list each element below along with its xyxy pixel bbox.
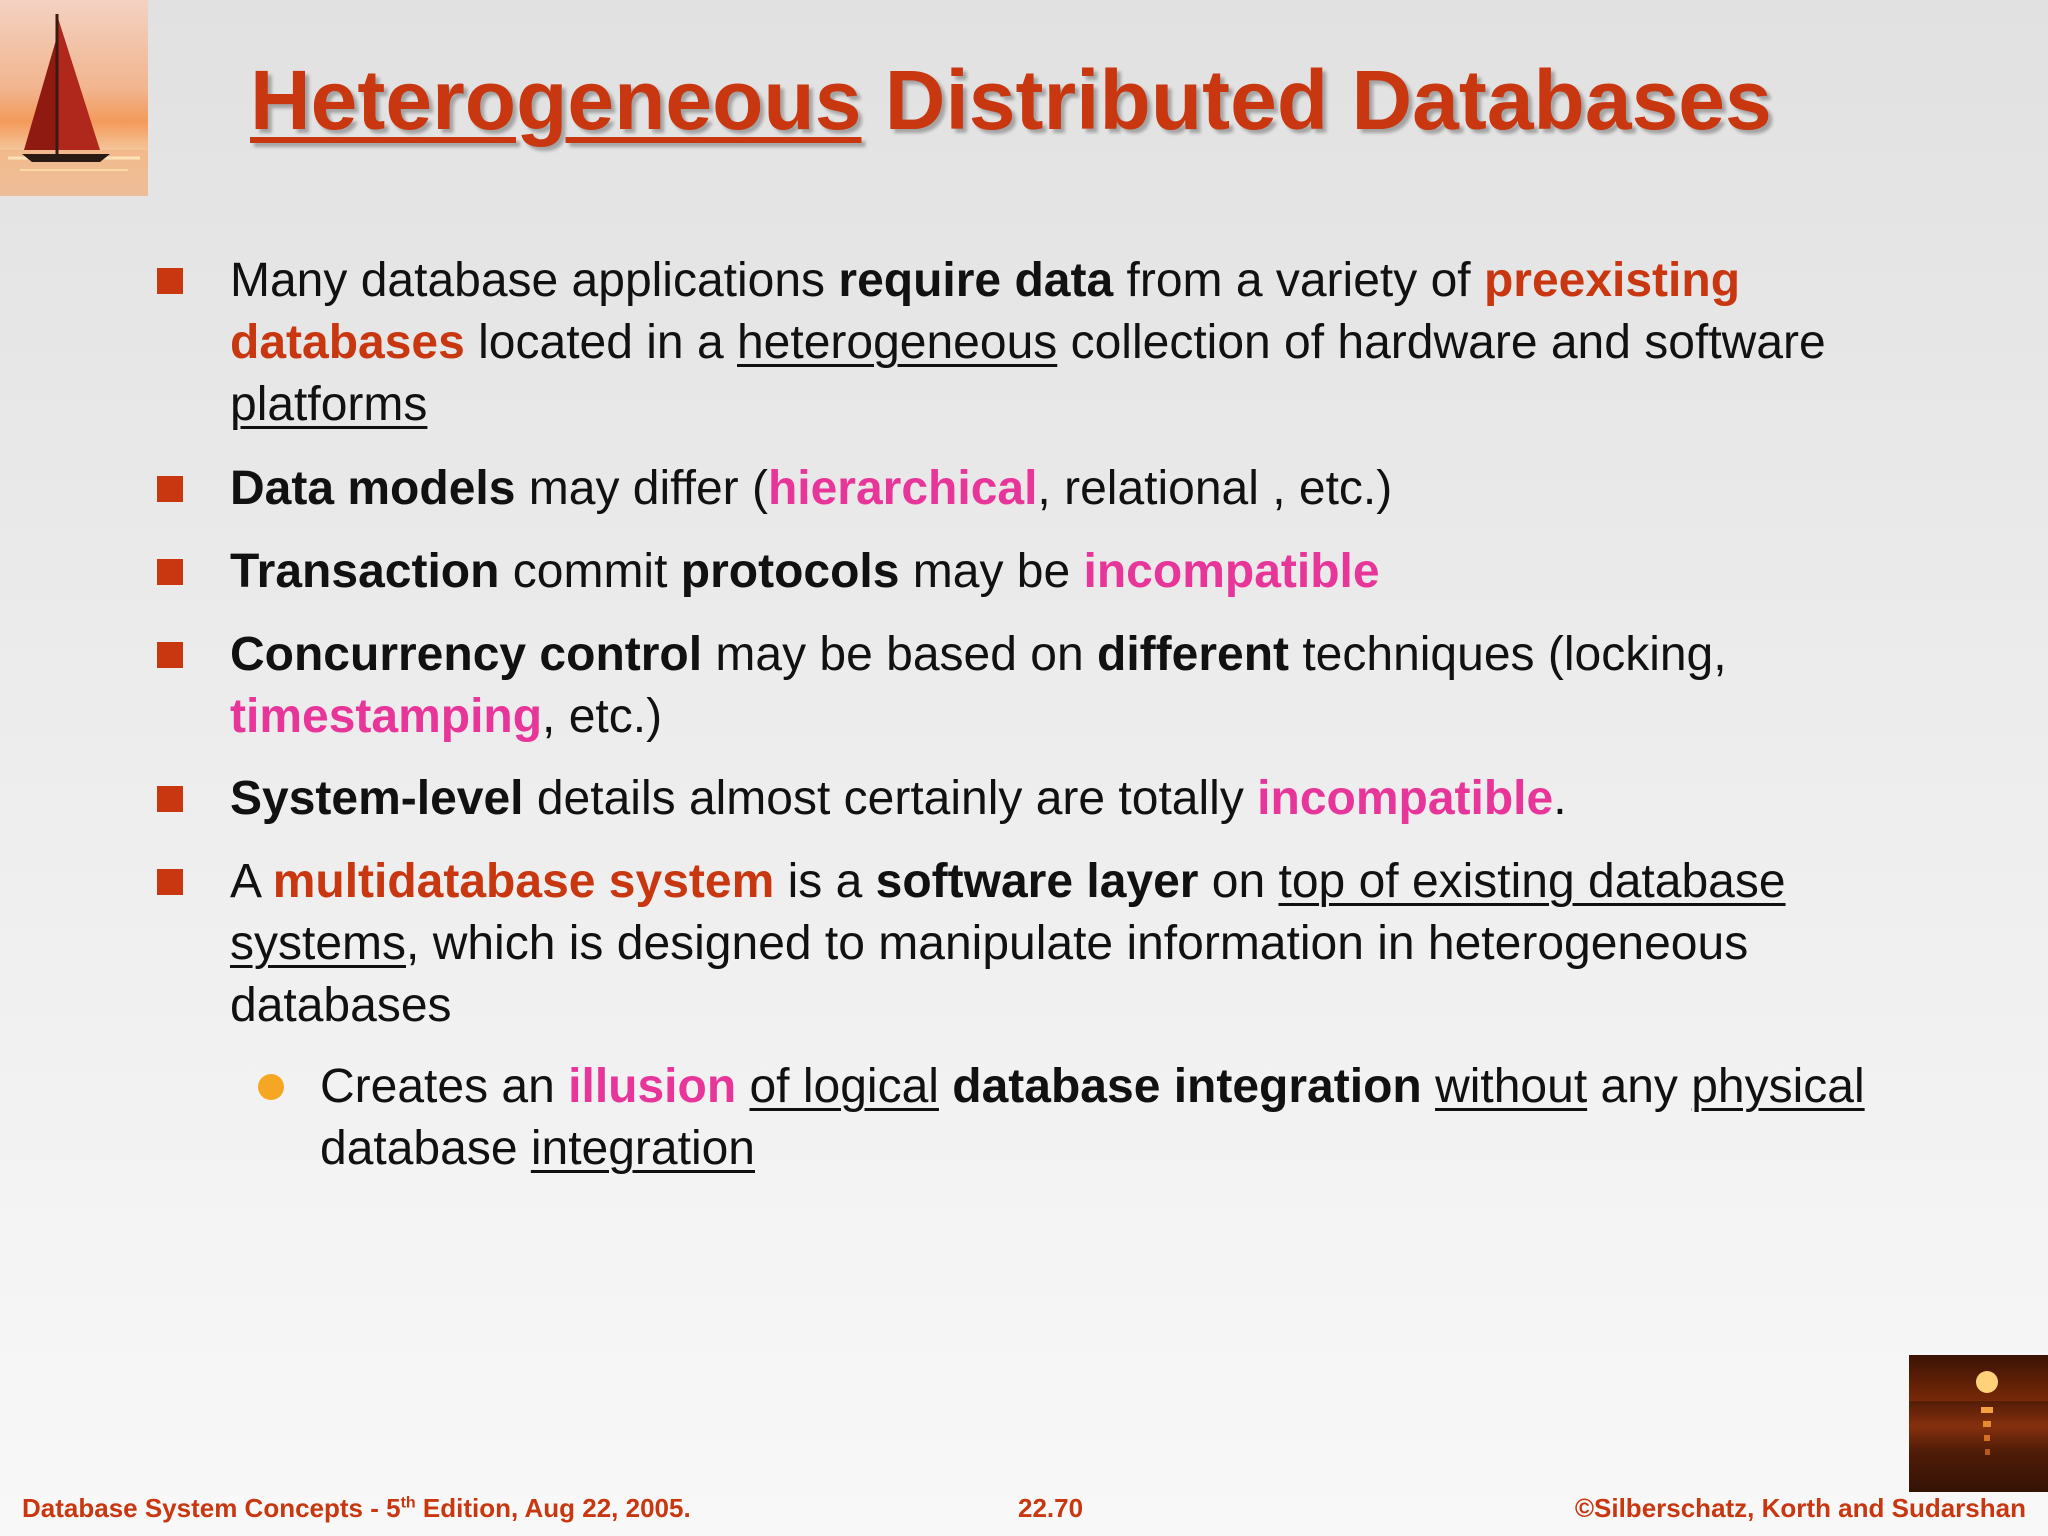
footer-slide-number: 22.70 xyxy=(1018,1493,1084,1523)
footer-copyright: ©Silberschatz, Korth and Sudarshan xyxy=(1574,1493,2026,1523)
bullet-square-icon xyxy=(157,476,183,502)
bullet-item-3: Transaction commit protocols may be incompatible xyxy=(230,545,1380,598)
bullet-square-icon xyxy=(157,268,183,294)
bullet-item-2: Data models may differ (hierarchical, relational , etc.) xyxy=(230,462,1393,515)
sunset-icon xyxy=(1909,1355,2048,1492)
bullet-item-4: Concurrency control may be based on different techniques (locking, timestamping, etc.) xyxy=(230,628,1727,743)
sub-bullet-dot-icon xyxy=(258,1074,284,1100)
bullet-square-icon xyxy=(157,786,183,812)
bullet-square-icon xyxy=(157,559,183,585)
sub-bullet-item-1: Creates an illusion of logical database integration without any physical database integration xyxy=(320,1060,1865,1175)
title-underlined-word: Heterogeneous xyxy=(250,53,862,147)
bullet-square-icon xyxy=(157,869,183,895)
bullet-item-5: System-level details almost certainly are totally incompatible. xyxy=(230,772,1567,825)
bullet-item-1: Many database applications require data from a variety of preexisting databases located in a heterogeneous collection of hardware and software platforms xyxy=(230,254,1826,431)
bullet-square-icon xyxy=(157,642,183,668)
page-title xyxy=(250,52,1950,149)
sailboat-icon xyxy=(0,0,148,196)
footer-book-edition: Database System Concepts - 5th Edition, Aug 22, 2005. xyxy=(22,1493,691,1523)
bullet-item-6: A multidatabase system is a software layer on top of existing database systems, which is designed to manipulate information in heterogeneous databases xyxy=(230,855,1786,1032)
title-rest: Distributed Databases xyxy=(861,53,1772,147)
